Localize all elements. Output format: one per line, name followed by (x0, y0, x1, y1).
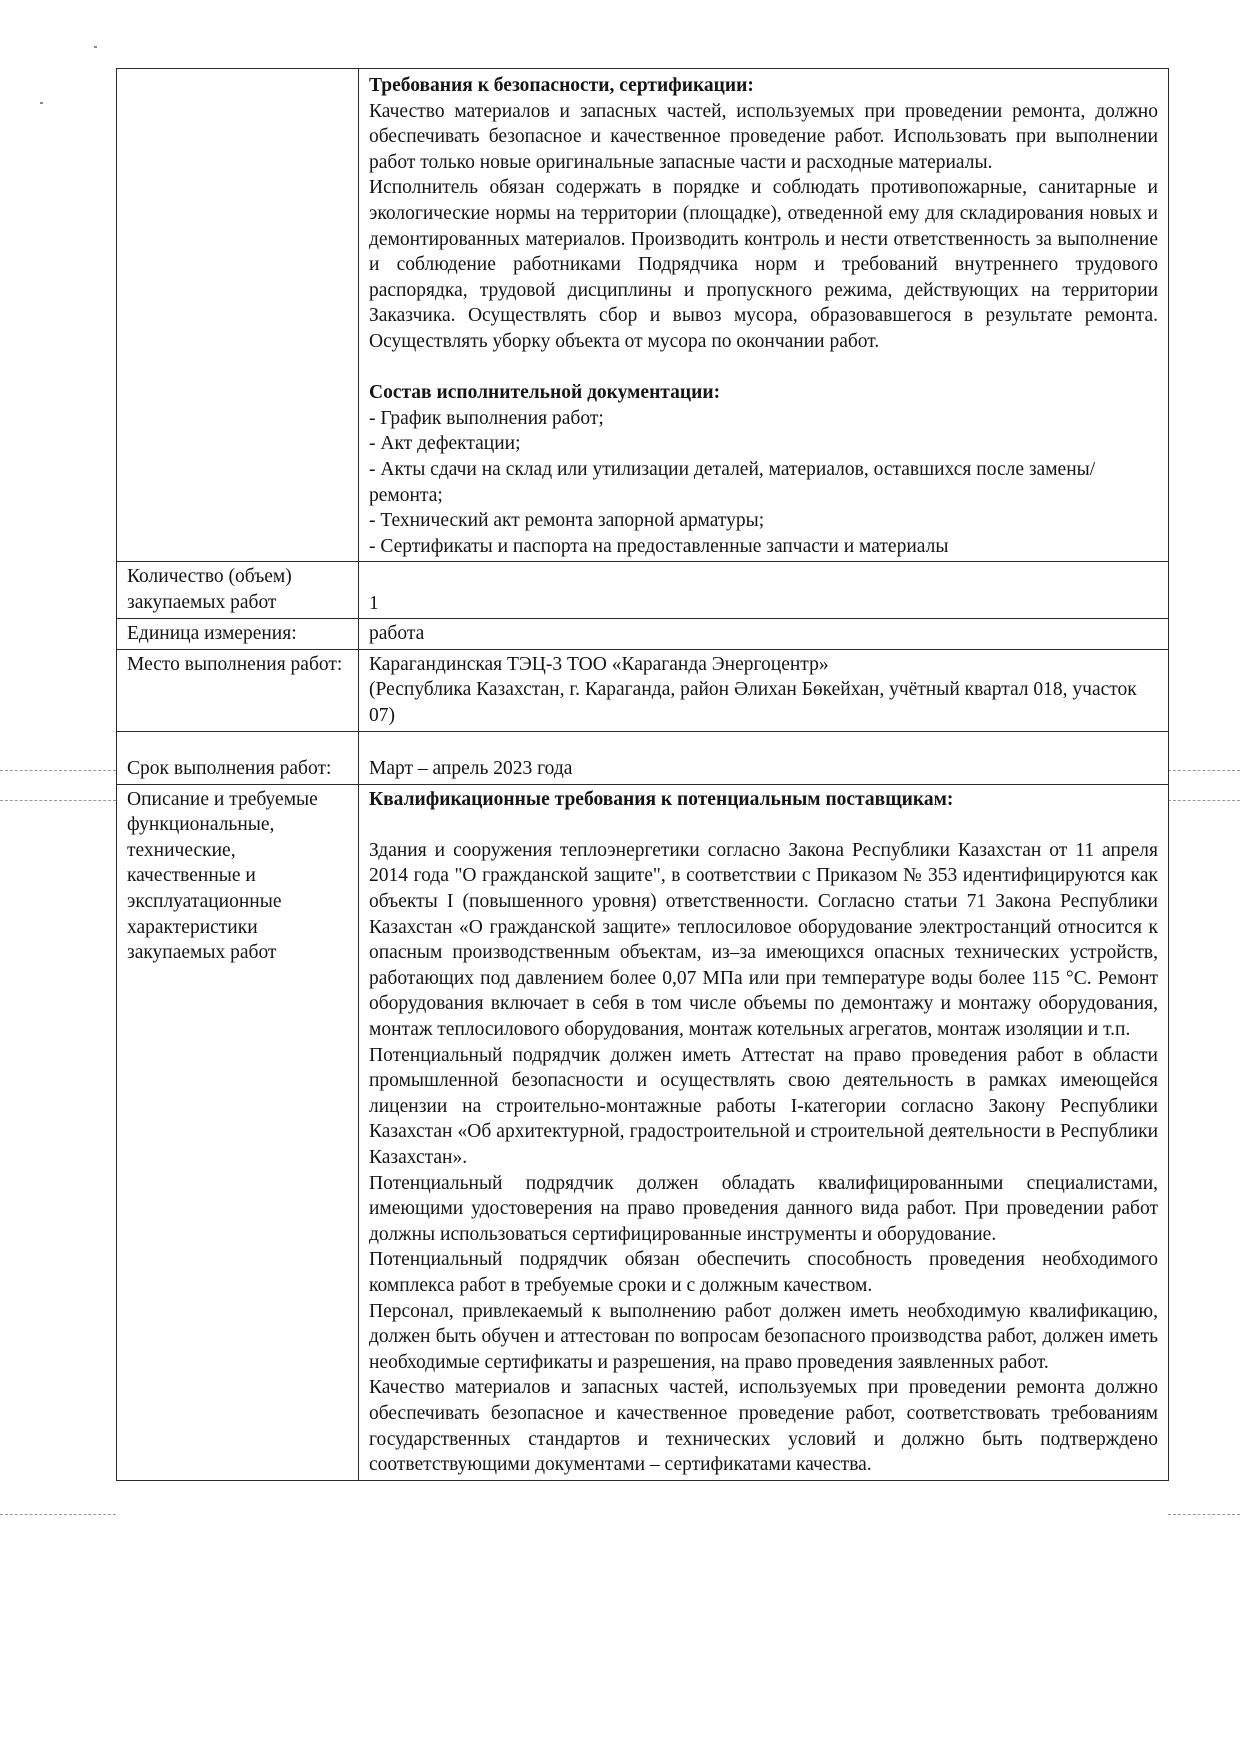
safety-paragraph: Исполнитель обязан содержать в порядке и соблюдать противопожарные, санитарные и экологические нормы на территории (площадке), отведенной ему для складирования новых и демонтированных материалов. Производить контроль и нести ответственность за выполнение и соблюдение работниками Подрядчика норм и требований внутреннего трудового распорядка, трудовой дисциплины и пропускного режима, действующих на территории Заказчика. Осуществлять сбор и вывоз мусора, образовавшегося в результате ремонта. Осуществлять уборку объекта от мусора по окончании работ. (369, 177, 1158, 352)
scan-dash-line (1168, 770, 1240, 771)
docs-list-item: - График выполнения работ; (369, 407, 604, 429)
scan-speck (94, 46, 97, 48)
unit-label: Единица измерения: (117, 619, 359, 650)
description-paragraph: Потенциальный подрядчик обязан обеспечить способность проведения необходимого комплекса работ в требуемые сроки и с должным качеством. (369, 1249, 1158, 1296)
description-paragraph: Потенциальный подрядчик должен иметь Аттестат на право проведения работ в области промышленной безопасности и осуществлять свою деятельность в рамках имеющейся лицензии на строительно-монтажные работы I-категории согласно Закону Республики Казахстан «Об архитектурной, градостроительной и строительной деятельности в Республики Казахстан». (369, 1044, 1158, 1168)
docs-list-item: - Акт дефектации; (369, 433, 521, 455)
spacer (369, 812, 1158, 838)
description-paragraph: Здания и сооружения теплоэнергетики согласно Закона Республики Казахстан от 11 апреля 2014 года "О гражданской защите", в соответствии с Приказом № 353 идентифицируются как объекты I (повышенного уровня) ответственности. Согласно статьи 71 Закона Республики Казахстан «О гражданской защите» теплосиловое оборудование электростанций относится к опасным производственным объектам, из–за имеющихся опасных технических устройств, работающих под давлением более 0,07 МПа или при температуре воды более 115 °С. Ремонт оборудования включает в себя в том числе объемы по демонтажу и монтажу оборудования, монтаж теплосилового оборудования, монтаж котельных агрегатов, монтаж изоляции и т.п. (369, 839, 1158, 1040)
description-paragraph: Потенциальный подрядчик должен обладать квалифицированными специалистами, имеющими удостоверения на право проведения данного вида работ. При проведении работ должны использоваться сертифицированные инструменты и оборудование. (369, 1172, 1158, 1245)
description-value-cell (359, 784, 1169, 1480)
place-value-line: (Республика Казахстан, г. Караганда, район Әлихан Бөкейхан, учётный квартал 018, участок 07) (369, 679, 1137, 727)
unit-row (117, 619, 1169, 650)
scan-dash-line (0, 800, 116, 801)
docs-list-item: - Акты сдачи на склад или утилизации деталей, материалов, оставшихся после замены/ремонта; (369, 458, 1096, 506)
requirements-label-cell (117, 69, 359, 562)
term-value: Март – апрель 2023 года (359, 731, 1169, 784)
spacer (369, 355, 1158, 381)
safety-paragraph: Качество материалов и запасных частей, используемых при проведении ремонта, должно обеспечивать безопасное и качественное проведение работ. Использовать при выполнении работ только новые оригинальные запасные части и расходные материалы. (369, 100, 1158, 173)
place-row (117, 649, 1169, 731)
requirements-value-cell (359, 69, 1169, 562)
unit-value: работа (359, 619, 1169, 650)
scan-speck (40, 102, 43, 104)
place-value-cell (359, 649, 1169, 731)
term-row (117, 731, 1169, 784)
qualification-heading: Квалификационные требования к потенциальным поставщикам: (369, 788, 954, 810)
docs-list-item: - Технический акт ремонта запорной арматуры; (369, 510, 765, 532)
docs-list-item: - Сертификаты и паспорта на предоставленные запчасти и материалы (369, 535, 949, 557)
quantity-value: 1 (359, 562, 1169, 619)
requirements-row (117, 69, 1169, 562)
docs-heading: Состав исполнительной документации: (369, 382, 721, 404)
scan-dash-line (1168, 1514, 1240, 1515)
quantity-row (117, 562, 1169, 619)
scan-dash-line (1168, 800, 1240, 801)
term-label: Срок выполнения работ: (117, 731, 359, 784)
scan-dash-line (0, 770, 116, 771)
description-paragraph: Персонал, привлекаемый к выполнению работ должен иметь необходимую квалификацию, должен быть обучен и аттестован по вопросам безопасного производства работ, должен иметь необходимые сертификаты и разрешения, на право проведения заявленных работ. (369, 1300, 1158, 1373)
place-label: Место выполнения работ: (117, 649, 359, 731)
safety-heading: Требования к безопасности, сертификации: (369, 75, 754, 96)
description-row (117, 784, 1169, 1480)
description-paragraph: Качество материалов и запасных частей, используемых при проведении ремонта должно обеспечивать безопасное и качественное проведение работ, соответствовать требованиям государственных стандартов и технических условий и должно быть подтверждено соответствующими документами – сертификатами качества. (369, 1377, 1158, 1476)
scan-dash-line (0, 1514, 116, 1515)
quantity-label: Количество (объем) закупаемых работ (117, 562, 359, 619)
technical-specification-table (116, 68, 1169, 1481)
place-value-line: Карагандинская ТЭЦ-3 ТОО «Караганда Энергоцентр» (369, 653, 829, 675)
description-label: Описание и требуемые функциональные, технические, качественные и эксплуатационные характеристики закупаемых работ (117, 784, 359, 1480)
